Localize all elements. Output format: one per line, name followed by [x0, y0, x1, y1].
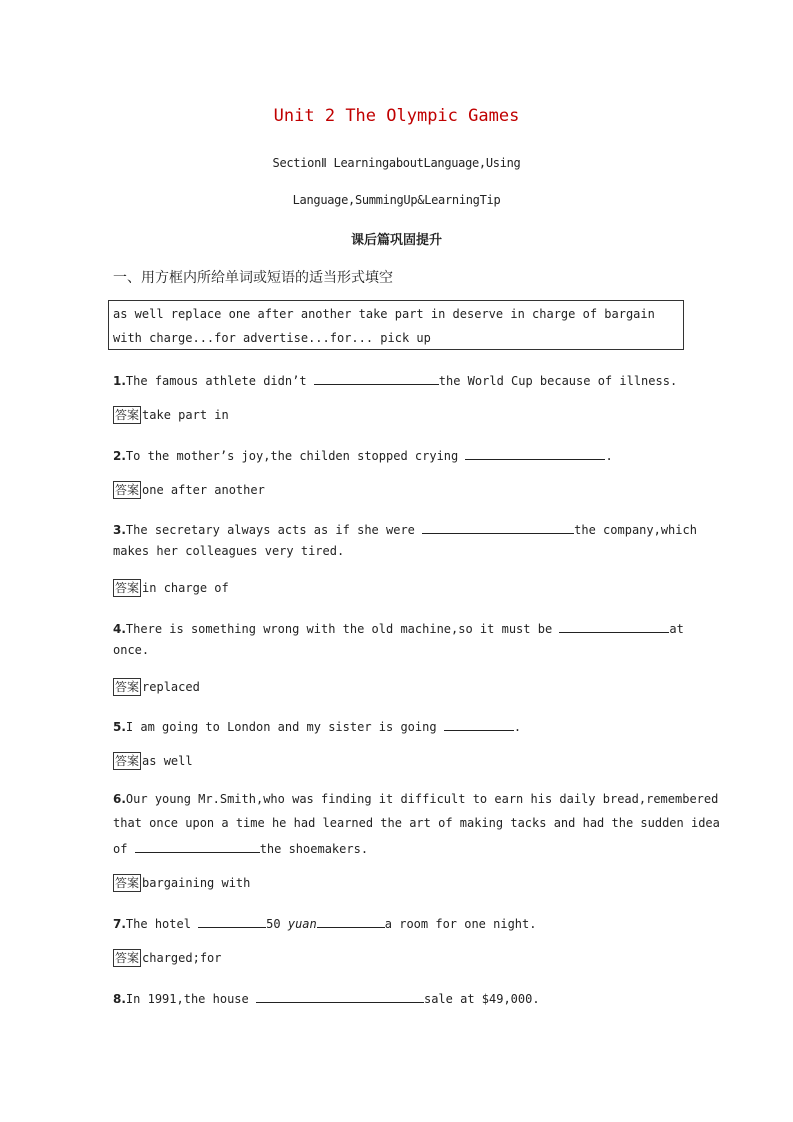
page-title: Unit 2 The Olympic Games [273, 106, 520, 126]
question-text: To the mother’s joy,the childen stopped crying [125, 449, 466, 463]
question-6-continuation-2 [113, 839, 368, 856]
question-text: a room for one night. [384, 917, 537, 931]
answer-label: 答案 [115, 951, 140, 965]
section-subtitle-line1: SectionⅡ LearningaboutLanguage,Using [272, 156, 521, 170]
question-text: the company,which [574, 523, 697, 537]
answer-4 [113, 678, 200, 696]
answer-text: bargaining with [142, 876, 251, 890]
question-text: the shoemakers. [259, 842, 369, 856]
question-number: 4. [113, 622, 126, 636]
answer-blank[interactable] [444, 717, 514, 731]
answer-3 [113, 579, 229, 597]
question-text: The secretary always acts as if she were [125, 523, 423, 537]
word-box-line2: with charge...for advertise...for... pick up [113, 331, 431, 345]
question-text: the World Cup because of illness. [438, 374, 678, 388]
answer-text: charged;for [142, 951, 222, 965]
answer-label: 答案 [115, 680, 140, 694]
question-number: 3. [113, 523, 126, 537]
question-3-continuation: makes her colleagues very tired. [113, 544, 345, 558]
question-4 [113, 619, 684, 636]
question-number: 8. [113, 992, 126, 1006]
answer-text: replaced [142, 680, 200, 694]
answer-2 [113, 481, 265, 499]
answer-text: one after another [142, 483, 265, 497]
question-number: 1. [113, 374, 126, 388]
answer-7 [113, 949, 222, 967]
answer-label: 答案 [115, 483, 140, 497]
question-text: 50 [266, 917, 288, 931]
answer-blank[interactable] [465, 446, 605, 460]
question-text: Our young Mr.Smith,who was finding it difficult to earn his daily bread,remembered [125, 792, 719, 806]
question-text: of [113, 842, 135, 856]
question-1 [113, 371, 677, 388]
answer-text: in charge of [142, 581, 229, 595]
question-text: . [605, 449, 613, 463]
answer-5 [113, 752, 193, 770]
answer-blank[interactable] [135, 839, 260, 853]
question-number: 7. [113, 917, 126, 931]
word-box [108, 300, 684, 350]
question-text: There is something wrong with the old machine,so it must be [125, 622, 560, 636]
question-text: . [513, 720, 522, 734]
answer-text: take part in [142, 408, 229, 422]
instruction-text: 一、用方框内所给单词或短语的适当形式填空 [113, 270, 393, 286]
answer-blank[interactable] [314, 371, 439, 385]
answer-label: 答案 [115, 581, 140, 595]
question-3 [113, 520, 697, 537]
answer-blank[interactable] [559, 619, 669, 633]
question-text: The famous athlete didn’t [125, 374, 314, 388]
question-text: The hotel [125, 917, 199, 931]
question-7 [113, 914, 536, 931]
answer-blank[interactable] [256, 989, 424, 1003]
question-text: I am going to London and my sister is going [125, 720, 444, 734]
question-6-continuation: that once upon a time he had learned the art of making tacks and had the sudden idea [113, 816, 720, 830]
answer-text: as well [142, 754, 193, 768]
section-heading: 课后篇巩固提升 [350, 233, 442, 248]
question-number: 2. [113, 449, 126, 463]
question-6 [113, 792, 718, 806]
answer-label: 答案 [115, 754, 140, 768]
question-2 [113, 446, 613, 463]
answer-blank[interactable] [422, 520, 574, 534]
question-number: 5. [113, 720, 126, 734]
answer-6 [113, 874, 250, 892]
answer-blank[interactable] [317, 914, 385, 928]
answer-label: 答案 [115, 408, 140, 422]
question-text: at [669, 622, 684, 636]
section-subtitle-line2: Language,SummingUp&LearningTip [292, 193, 501, 207]
question-5 [113, 717, 521, 734]
answer-blank[interactable] [198, 914, 266, 928]
word-box-line1: as well replace one after another take part in deserve in charge of bargain [113, 307, 655, 321]
answer-1 [113, 406, 229, 424]
question-text: sale at $49,000. [423, 992, 540, 1006]
answer-label: 答案 [115, 876, 140, 890]
question-4-continuation: once. [113, 643, 150, 657]
question-8 [113, 989, 540, 1006]
question-text-italic: yuan [287, 917, 317, 931]
question-text: In 1991,the house [125, 992, 256, 1006]
question-number: 6. [113, 792, 126, 806]
